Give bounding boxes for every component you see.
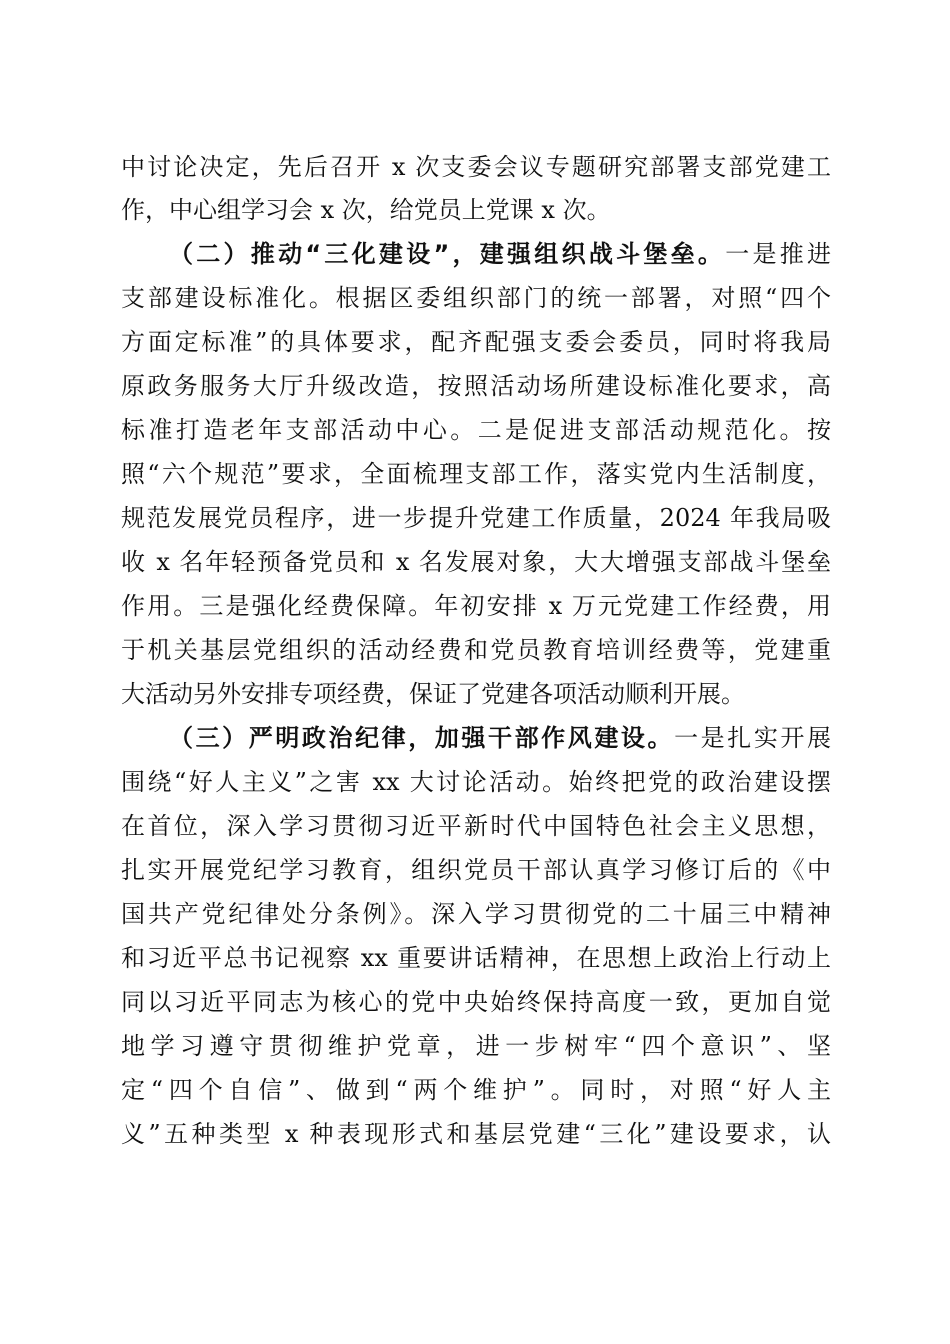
text-line: 大活动另外安排专项经费，保证了党建各项活动顺利开展。: [121, 680, 745, 708]
text-line: 照“六个规范”要求，全面梳理支部工作，落实党内生活制度，: [121, 460, 831, 488]
text-line: 支部建设标准化。根据区委组织部门的统一部署，对照“四个: [121, 284, 831, 312]
text-line: 规范发展党员程序，进一步提升党建工作质量，2024 年我局吸: [121, 504, 831, 532]
section-heading-line: [169, 232, 831, 276]
section-heading: （二）推动“三化建设”，建强组织战斗堡垒。: [169, 240, 726, 268]
text-line: 义”五种类型 x 种表现形式和基层党建“三化”建设要求，认: [121, 1120, 831, 1148]
heading-continuation: 一是推进: [725, 240, 832, 268]
text-line: 定“四个自信”、做到“两个维护”。同时，对照“好人主: [121, 1076, 831, 1104]
text-line: 国共产党纪律处分条例》。深入学习贯彻党的二十届三中精神: [121, 900, 831, 928]
text-line: 于机关基层党组织的活动经费和党员教育培训经费等，党建重: [121, 636, 831, 664]
text-line: 中讨论决定，先后召开 x 次支委会议专题研究部署支部党建工: [121, 153, 831, 181]
text-line: 收 x 名年轻预备党员和 x 名发展对象，大大增强支部战斗堡垒: [121, 548, 831, 576]
text-line: 地学习遵守贯彻维护党章，进一步树牢“四个意识”、坚: [121, 1032, 831, 1060]
text-line: 同以习近平同志为核心的党中央始终保持高度一致，更加自觉: [121, 988, 831, 1016]
text-line: 方面定标准”的具体要求，配齐配强支委会委员，同时将我局: [121, 328, 831, 356]
text-line: 扎实开展党纪学习教育，组织党员干部认真学习修订后的《中: [121, 856, 831, 884]
section-heading: （三）严明政治纪律，加强干部作风建设。: [169, 724, 675, 752]
text-line: 作用。三是强化经费保障。年初安排 x 万元党建工作经费，用: [121, 592, 831, 620]
section-heading-line: [169, 716, 831, 760]
text-line: 在首位，深入学习贯彻习近平新时代中国特色社会主义思想，: [121, 812, 831, 840]
heading-continuation: 一是扎实开展: [674, 724, 832, 752]
text-line: 围绕“好人主义”之害 xx 大讨论活动。始终把党的政治建设摆: [121, 768, 831, 796]
text-line: 标准打造老年支部活动中心。二是促进支部活动规范化。按: [121, 416, 831, 444]
text-line: 和习近平总书记视察 xx 重要讲话精神，在思想上政治上行动上: [121, 944, 831, 972]
text-line: 原政务服务大厅升级改造，按照活动场所建设标准化要求，高: [121, 372, 831, 400]
text-line: 作，中心组学习会 x 次，给党员上党课 x 次。: [121, 196, 611, 224]
